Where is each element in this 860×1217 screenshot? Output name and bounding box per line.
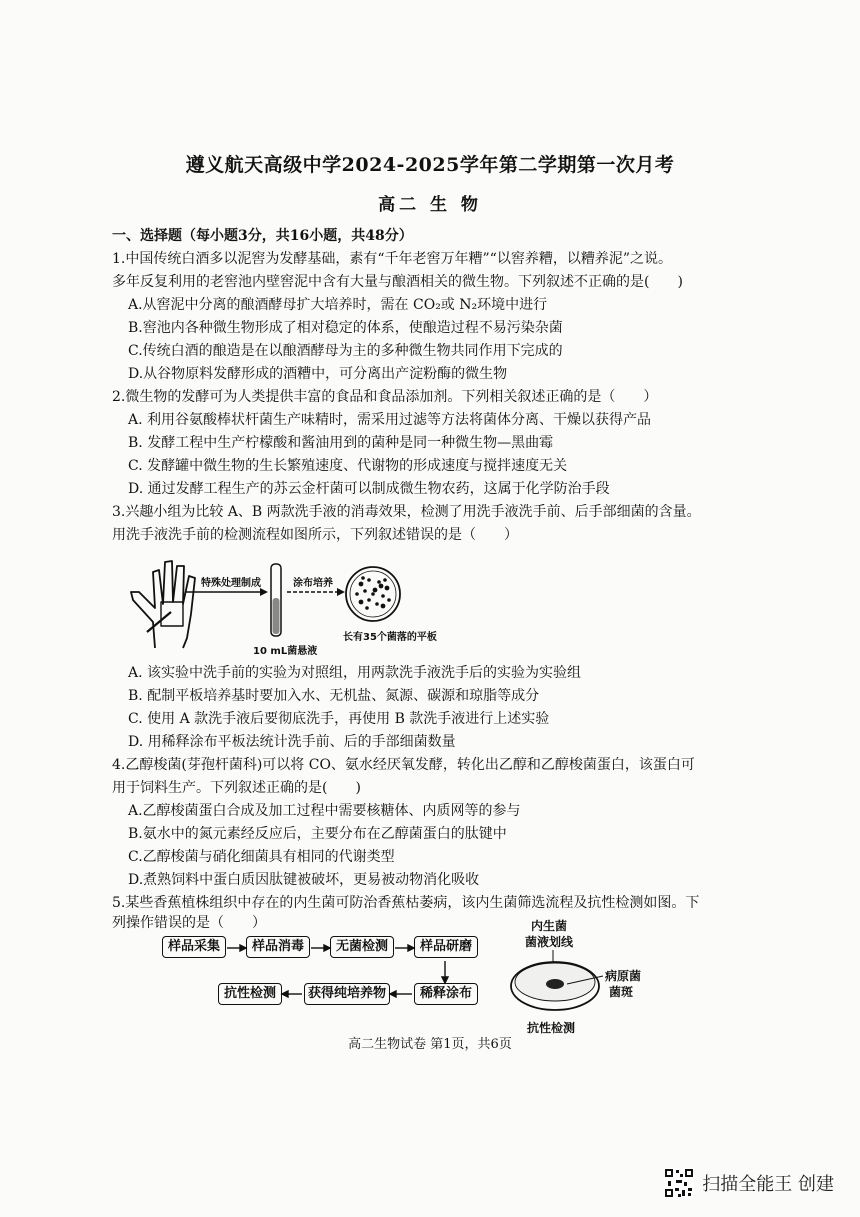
- qr-code-icon: [664, 1168, 694, 1198]
- colony-dot: [355, 592, 359, 596]
- flow-box-resistance-test: 抗性检测: [218, 983, 282, 1005]
- q3-option-d: D. 用稀释涂布平板法统计洗手前、后的手部细菌数量: [128, 734, 456, 750]
- colony-dot: [377, 580, 381, 584]
- q4-option-c: C.乙醇梭菌与硝化细菌具有相同的代谢类型: [128, 849, 395, 865]
- q4-option-b: B.氨水中的氮元素经反应后，主要分布在乙醇菌蛋白的肽键中: [128, 826, 507, 842]
- colony-dot: [367, 598, 371, 602]
- q1-option-c: C.传统白酒的酿造是在以酿酒酵母为主的多种微生物共同作用下完成的: [128, 343, 563, 359]
- section-heading: 一、选择题（每小题3分，共16小题，共48分）: [112, 228, 413, 244]
- colony-dot: [375, 602, 379, 606]
- step2-label: 涂布培养: [293, 578, 333, 589]
- q2-option-c: C. 发酵罐中微生物的生长繁殖速度、代谢物的形成速度与搅拌速度无关: [128, 458, 568, 474]
- q3-option-a: A. 该实验中洗手前的实验为对照组，用两款洗手液洗手后的实验为实验组: [128, 665, 582, 681]
- test-tube: [271, 564, 281, 636]
- flow-box-dilution-spread: 稀释涂布: [414, 983, 478, 1005]
- q3-stem-line2: 用洗手液洗手前的检测流程如图所示，下列叙述错误的是（ ）: [112, 527, 518, 543]
- colony-dot: [359, 582, 364, 587]
- exam-title: 遵义航天高级中学2024-2025学年第二学期第一次月考: [185, 154, 675, 176]
- dish-label-pathogen: 病原菌: [605, 969, 642, 983]
- q1-option-a: A.从窖泥中分离的酿酒酵母扩大培养时，需在 CO₂或 N₂环境中进行: [128, 297, 548, 313]
- colony-dot: [365, 606, 369, 610]
- dish-label-spot: 菌斑: [609, 985, 634, 999]
- q5-dish-figure: [505, 916, 655, 1040]
- arrow-1: [185, 588, 268, 596]
- page-footer: 高二生物试卷 第1页，共6页: [348, 1037, 512, 1052]
- flow-arrows: [160, 930, 500, 1020]
- q1-stem-line2: 多年反复利用的老窖池内壁窖泥中含有大量与酿酒相关的微生物。下列叙述不正确的是( ): [112, 274, 683, 290]
- colony-dot: [371, 592, 375, 596]
- colony-dot: [381, 594, 385, 598]
- q3-figure: [125, 552, 445, 660]
- watermark-text: 扫描全能王 创建: [702, 1174, 834, 1195]
- q3-stem-line1: 3.兴趣小组为比较 A、B 两款洗手液的消毒效果，检测了用洗手液洗手前、后手部细菌的含量。: [112, 504, 701, 520]
- q5-stem-line1: 5.某些香蕉植株组织中存在的内生菌可防治香蕉枯萎病，该内生菌筛选流程及抗性检测如图。下: [112, 895, 700, 911]
- q5-stem-line2: 列操作错误的是（ ）: [112, 915, 266, 931]
- q3-option-c: C. 使用 A 款洗手液后要彻底洗手，再使用 B 款洗手液进行上述实验: [128, 711, 550, 727]
- colony-dot: [361, 576, 365, 580]
- q2-option-b: B. 发酵工程中生产柠檬酸和酱油用到的菌种是同一种微生物—黑曲霉: [128, 435, 554, 451]
- q4-stem-line2: 用于饲料生产。下列叙述正确的是( ): [112, 780, 361, 796]
- flow-box-pure-culture: 获得纯培养物: [304, 983, 390, 1005]
- colony-dot: [383, 578, 387, 582]
- colony-dot: [359, 600, 364, 605]
- flow-box-sample-disinfect: 样品消毒: [246, 936, 310, 958]
- colony-dot: [363, 589, 367, 593]
- q3-option-b: B. 配制平板培养基时要加入水、无机盐、氮源、碳源和琼脂等成分: [128, 688, 540, 704]
- q4-option-d: D.煮熟饲料中蛋白质因肽键被破坏，更易被动物消化吸收: [128, 872, 480, 888]
- colony-dot: [373, 588, 378, 593]
- flow-box-sample-collect: 样品采集: [162, 936, 226, 958]
- dish-label-streak: 菌液划线: [525, 935, 574, 949]
- exam-subject: 高二 生 物: [378, 195, 482, 215]
- q4-stem-line1: 4.乙醇梭菌(芽孢杆菌科)可以将 CO、氨水经厌氧发酵，转化出乙醇和乙醇梭菌蛋白，该蛋白可: [112, 757, 695, 773]
- q1-stem-line1: 1.中国传统白酒多以泥窖为发酵基础，素有“千年老窖万年糟”“以窖养糟，以糟养泥”之说。: [112, 251, 672, 267]
- colony-dot: [385, 586, 390, 591]
- q2-option-d: D. 通过发酵工程生产的苏云金杆菌可以制成微生物农药，这属于化学防治手段: [128, 481, 610, 497]
- q4-option-a: A.乙醇梭菌蛋白合成及加工过程中需要核糖体、内质网等的参与: [128, 803, 521, 819]
- q2-stem-line1: 2.微生物的发酵可为人类提供丰富的食品和食品添加剂。下列相关叙述正确的是（ ）: [112, 389, 658, 405]
- step1-label: 特殊处理制成: [201, 578, 261, 589]
- q1-option-b: B.窖池内各种微生物形成了相对稳定的体系，使酿造过程不易污染杂菌: [128, 320, 563, 336]
- petri-dish: [346, 567, 400, 621]
- colony-dot: [387, 598, 391, 602]
- dish-label-endophyte: 内生菌: [531, 919, 568, 933]
- dish-caption: 抗性检测: [527, 1021, 576, 1035]
- q2-option-a: A. 利用谷氨酸棒状杆菌生产味精时，需采用过滤等方法将菌体分离、干燥以获得产品: [128, 412, 652, 428]
- flow-box-sterile-check: 无菌检测: [330, 936, 394, 958]
- plate-label: 长有35个菌落的平板: [343, 632, 437, 643]
- hand-illustration: [131, 561, 195, 648]
- pathogen-spot: [546, 979, 564, 989]
- flow-box-sample-grind: 样品研磨: [414, 936, 478, 958]
- colony-dot: [379, 584, 384, 589]
- q1-option-d: D.从谷物原料发酵形成的酒糟中，可分离出产淀粉酶的微生物: [128, 366, 508, 382]
- colony-dot: [367, 578, 371, 582]
- colony-dot: [381, 604, 386, 609]
- arrow-2: [287, 588, 345, 596]
- scanner-watermark: [664, 1168, 834, 1198]
- tube-label: 10 mL菌悬液: [253, 646, 318, 657]
